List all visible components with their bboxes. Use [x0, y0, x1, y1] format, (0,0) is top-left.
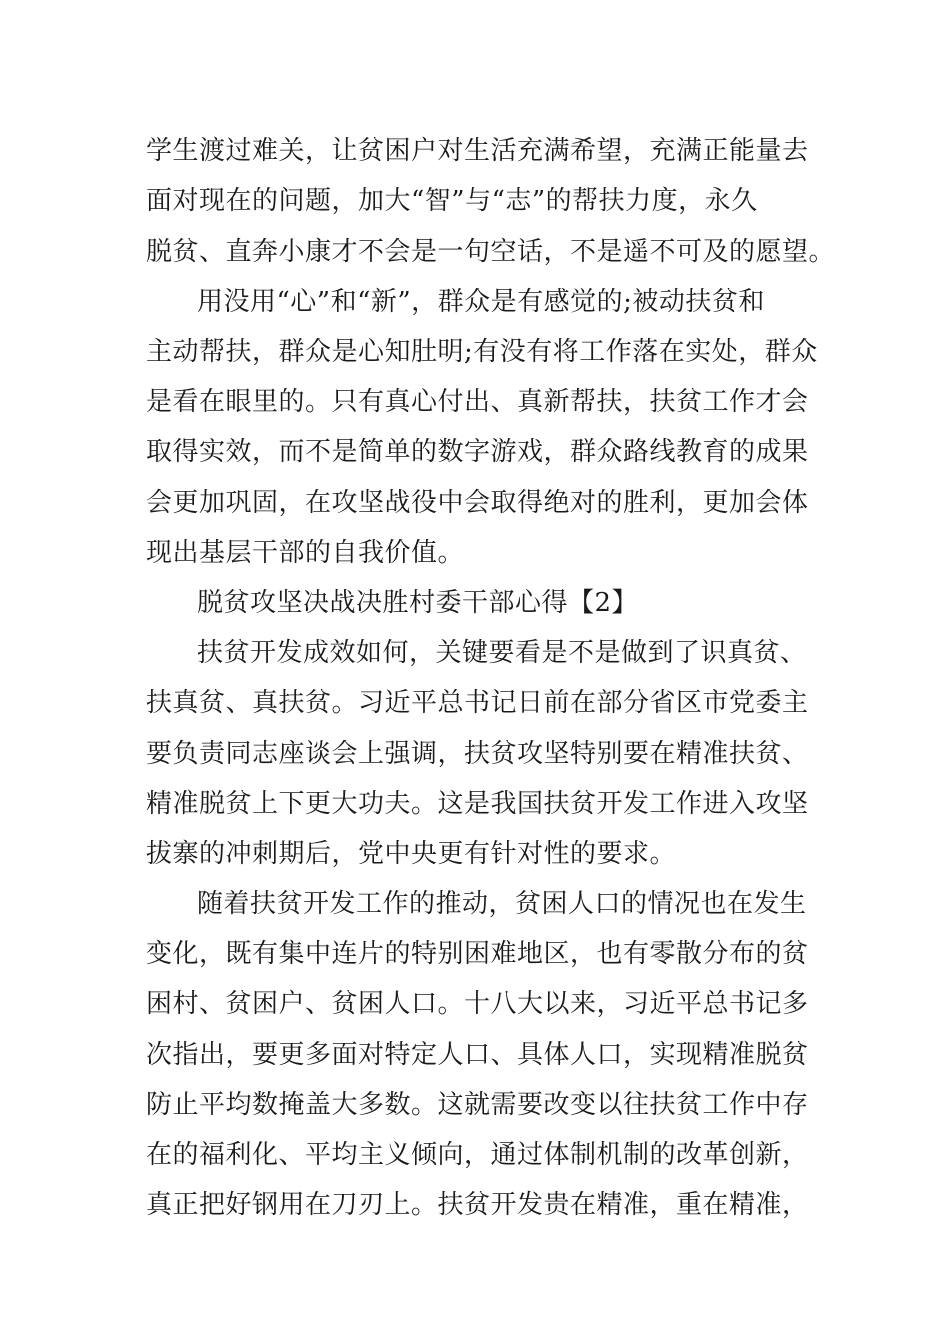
- text-line: 学生渡过难关，让贫困户对生活充满希望，充满正能量去: [146, 136, 809, 166]
- text-line: 要负责同志座谈会上强调，扶贫攻坚特别要在精准扶贫、: [146, 739, 809, 769]
- text-line: 扶真贫、真扶贫。习近平总书记日前在部分省区市党委主: [146, 688, 809, 718]
- text-line: 真正把好钢用在刀刃上。扶贫开发贵在精准，重在精准，: [146, 1190, 809, 1220]
- text-line: 困村、贫困户、贫困人口。十八大以来，习近平总书记多: [146, 989, 809, 1019]
- text-line: 面对现在的问题，加大“智”与“志”的帮扶力度，永久: [146, 186, 758, 216]
- text-line: 主动帮扶，群众是心知肚明;有没有将工作落在实处，群众: [146, 337, 818, 367]
- text-line: 变化，既有集中连片的特别困难地区，也有零散分布的贫: [146, 939, 809, 969]
- text-line: 次指出，要更多面对特定人口、具体人口，实现精准脱贫: [146, 1040, 809, 1070]
- paragraph-first-line: 用没用“心”和“新”，群众是有感觉的;被动扶贫和: [197, 287, 765, 317]
- text-line: 精准脱贫上下更大功夫。这是我国扶贫开发工作进入攻坚: [146, 789, 809, 819]
- text-line: 取得实效，而不是简单的数字游戏，群众路线教育的成果: [146, 437, 809, 467]
- text-line: 会更加巩固，在攻坚战役中会取得绝对的胜利，更加会体: [146, 488, 809, 518]
- text-line: 是看在眼里的。只有真心付出、真新帮扶，扶贫工作才会: [146, 387, 809, 417]
- text-line: 现出基层干部的自我价值。: [146, 538, 465, 568]
- text-line: 防止平均数掩盖大多数。这就需要改变以往扶贫工作中存: [146, 1090, 809, 1120]
- paragraph-first-line: 随着扶贫开发工作的推动，贫困人口的情况也在发生: [197, 889, 807, 919]
- text-line: 脱贫、直奔小康才不会是一句空话，不是遥不可及的愿望。: [146, 237, 836, 267]
- section-heading: 脱贫攻坚决战决胜村委干部心得【2】: [197, 588, 639, 618]
- text-line: 在的福利化、平均主义倾向，通过体制机制的改革创新，: [146, 1140, 809, 1170]
- paragraph-first-line: 扶贫开发成效如何，关键要看是不是做到了识真贫、: [197, 638, 807, 668]
- text-line: 拔寨的冲刺期后，党中央更有针对性的要求。: [146, 839, 677, 869]
